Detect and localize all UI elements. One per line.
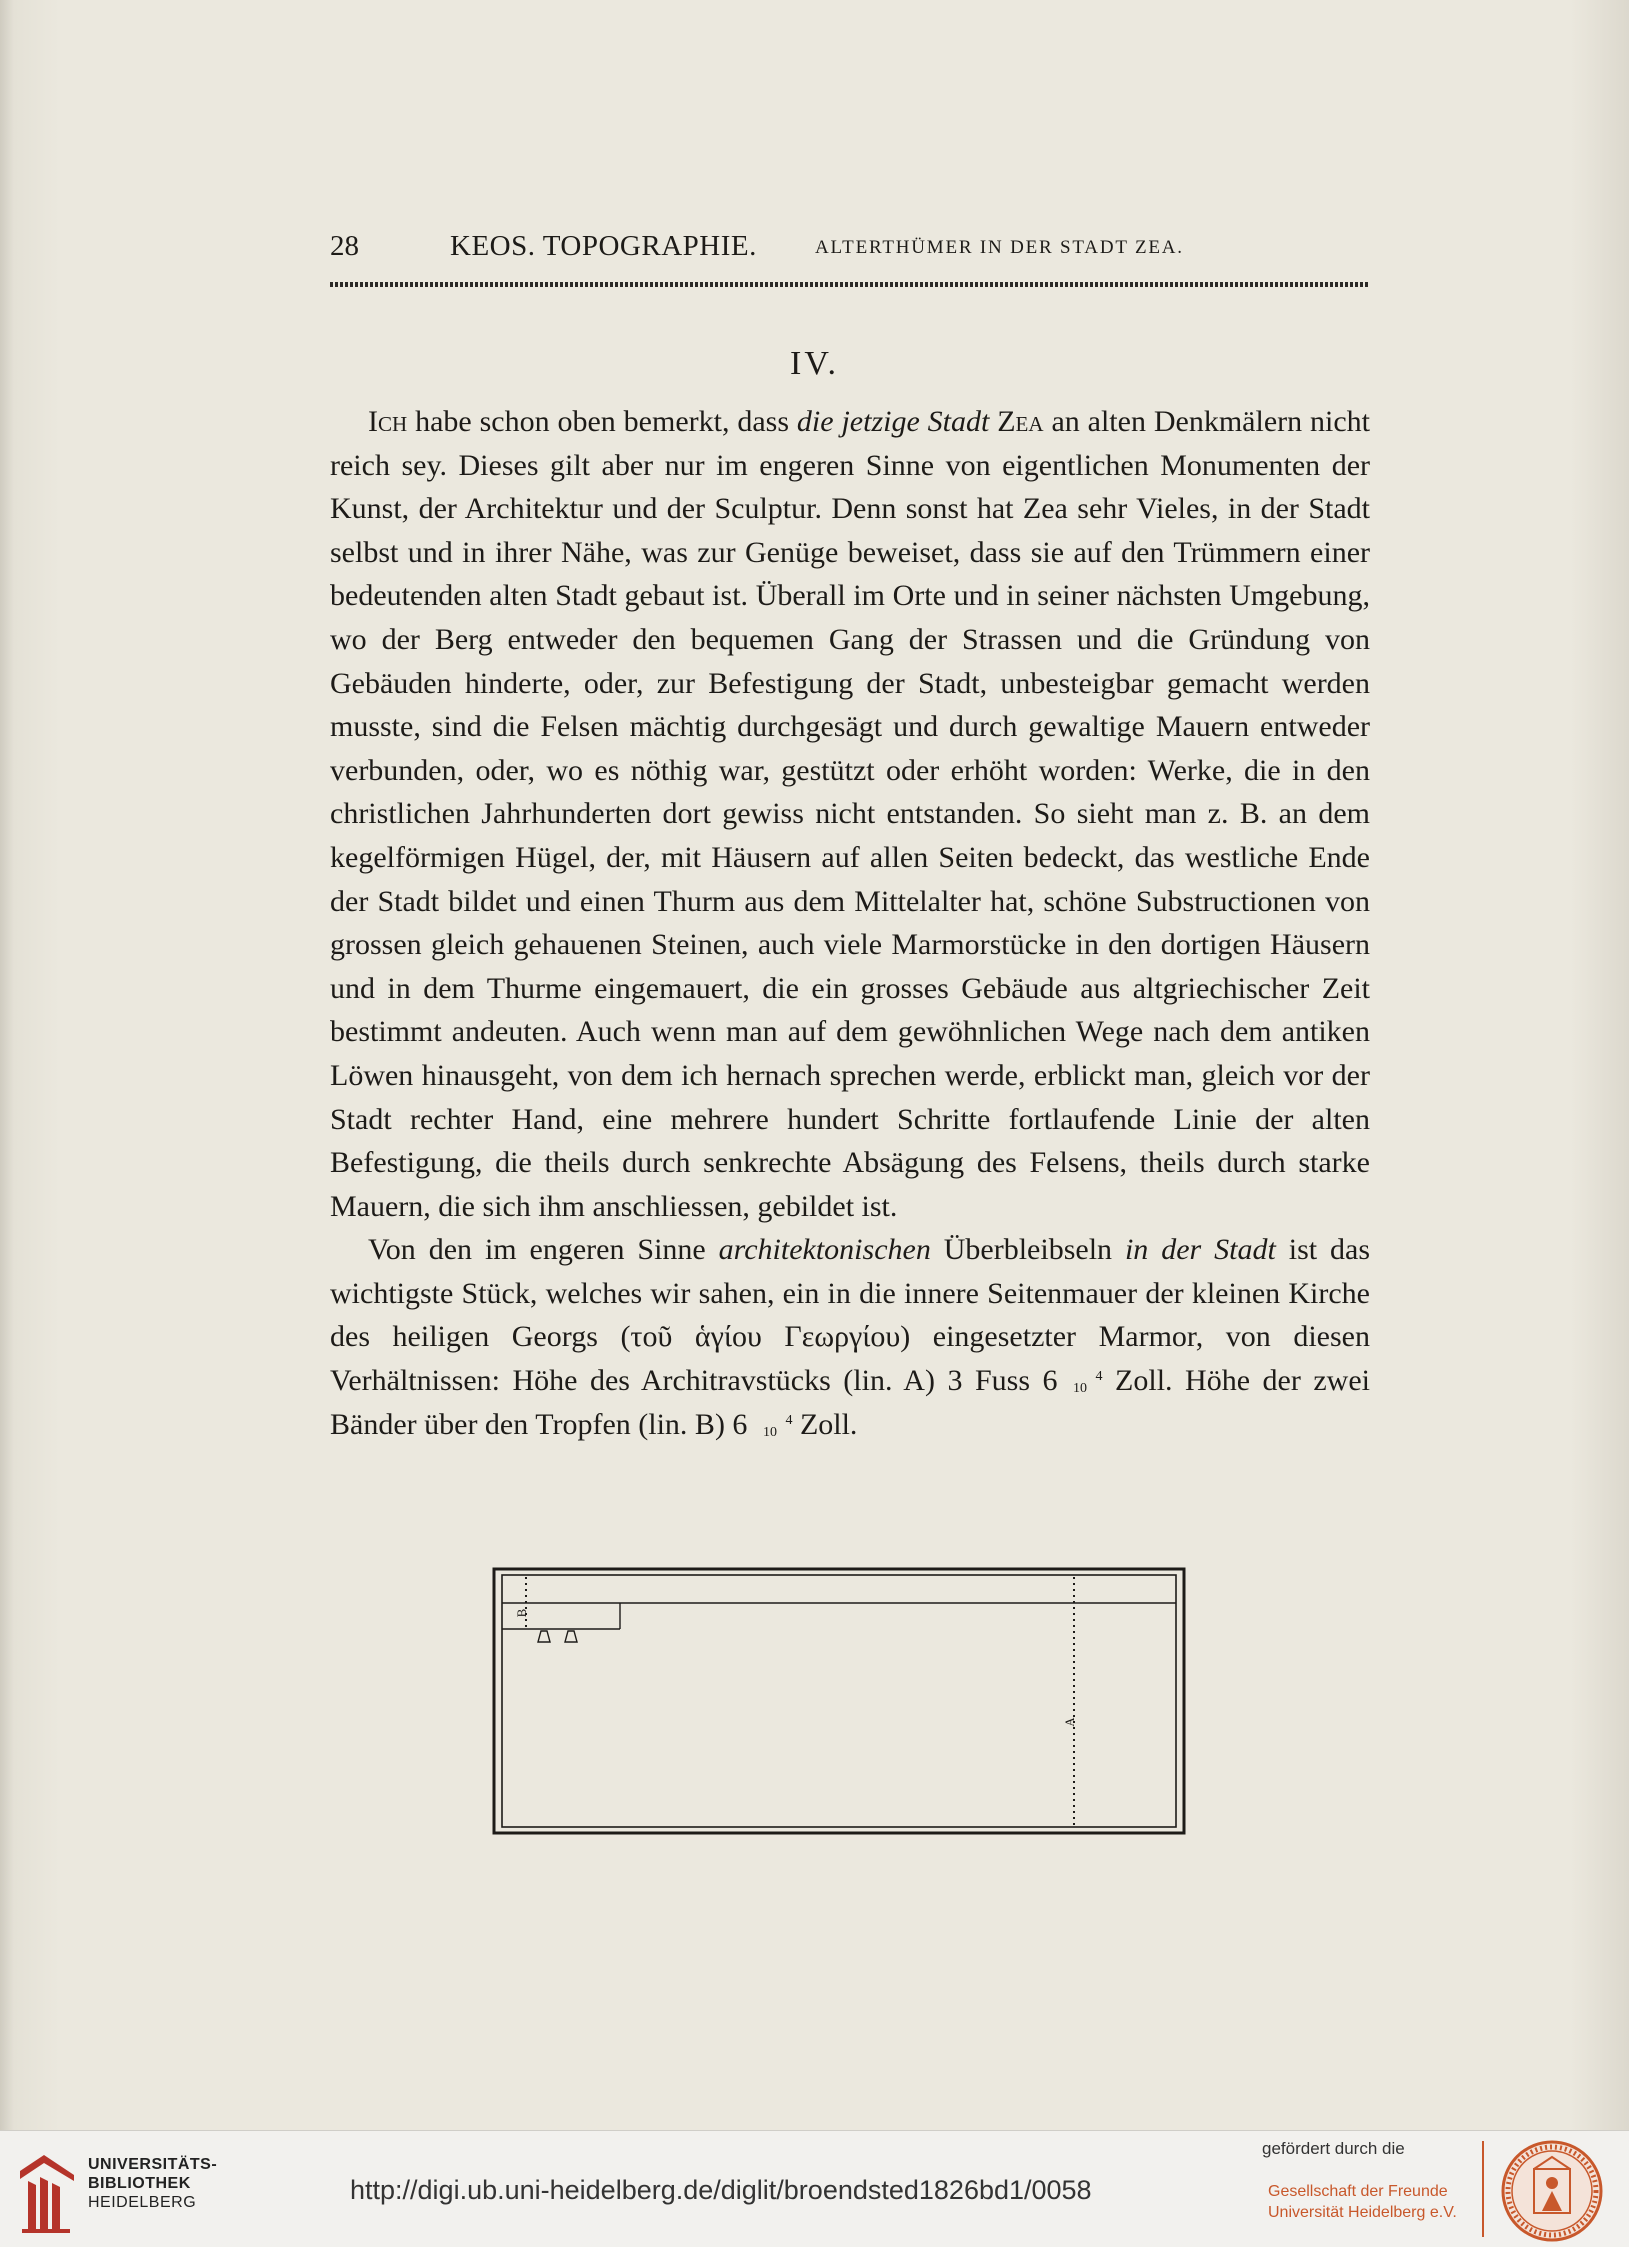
sponsor-label: gefördert durch die <box>1262 2139 1405 2158</box>
p2-italic-architektonischen: architektonischen <box>718 1233 931 1267</box>
university-seal-icon <box>1500 2139 1604 2243</box>
sponsor-name-line1: Gesellschaft der Freunde <box>1268 2183 1448 2200</box>
p1-text-a: habe schon oben bemerkt, dass <box>407 405 797 438</box>
figure-label-b: B <box>514 1608 529 1618</box>
fraction-1-num: 4 <box>1095 1369 1103 1385</box>
digitization-footer <box>0 2130 1629 2247</box>
page-number: 28 <box>330 230 359 262</box>
p1-italic-phrase: die jetzige Stadt <box>796 405 990 438</box>
figure-gutta-2 <box>565 1631 577 1642</box>
running-header <box>330 230 1370 270</box>
p1-small-caps-zea: Zea <box>997 405 1044 438</box>
header-rule <box>330 282 1370 287</box>
sponsor-name-line2: Universität Heidelberg e.V. <box>1268 2204 1457 2221</box>
paragraph-1 <box>330 400 1370 1228</box>
ub-heidelberg-logo-icon <box>14 2151 80 2237</box>
fraction-2-num: 4 <box>785 1412 793 1428</box>
figure-outer-frame <box>494 1569 1184 1833</box>
p2-text-d: Zoll. Höhe der zwei Bänder über den Tropfen (lin. B) 6 <box>330 1364 1370 1441</box>
library-name <box>88 2155 217 2212</box>
p2-text-b: Überbleibseln <box>930 1233 1125 1267</box>
library-name-line3: HEIDELBERG <box>88 2194 197 2211</box>
fraction-1 <box>1058 1371 1103 1395</box>
header-subtitle: ALTERTHÜMER IN DER STADT ZEA. <box>815 237 1184 258</box>
p1-text-b: an alten Denkmälern nicht reich sey. Dieses gilt aber nur im engeren Sinne von eigentlichen Monumenten der Kunst, der Architektur und der Sculptur. Denn sonst hat Zea sehr Vieles, in der Stadt selbst und in ihrer Nähe, was zur Genüge beweiset, dass sie auf den Trümmern einer bedeutenden alten Stadt gebaut ist. Überall im Orte und in seiner nächsten Umgebung, wo der Berg entweder den bequemen Gang der Strassen und die Gründung von Gebäuden hinderte, oder, zur Befestigung der Stadt, unbesteigbar gemacht werden musste, sind die Felsen mächtig durchgesägt und durch gewaltige Mauern entweder verbunden, oder, wo es nöthig war, gestützt oder erhöht worden: Werke, die in den christlichen Jahrhunderten dort gewiss nicht entstanden. So sieht man z. B. an dem kegelförmigen Hügel, der, mit Häusern auf allen Seiten bedeckt, das westliche Ende der Stadt bildet und einen Thurm aus dem Mittelalter hat, schöne Substructionen von grossen gleich gehauenen Steinen, auch viele Marmorstücke in den dortigen Häusern und in dem Thurme eingemauert, die ein grosses Gebäude aus altgriechischer Zeit bestimmt andeuten. Auch wenn man auf dem gewöhnlichen Wege nach dem antiken Löwen hinausgeht, von dem ich hernach sprechen werde, erblickt man, gleich vor der Stadt rechter Hand, eine mehrere hundert Schritte fortlaufende Linie der alten Befestigung, die theils durch senkrechte Absägung des Felsens, theils durch starke Mauern, die sich ihm anschliessen, gebildet ist. <box>330 405 1370 1223</box>
sponsor-divider <box>1482 2141 1484 2237</box>
body-text <box>330 400 1370 1446</box>
library-name-line2: BIBLIOTHEK <box>88 2175 191 2192</box>
p2-text-c: ist das wichtigste Stück, welches wir sahen, ein in die innere Seitenmauer der kleinen Kirche des heiligen Georgs (τοῦ ἁγίου Γεωργίου) eingesetzter Marmor, von diesen Verhältnissen: Höhe des Architravstücks (lin. A) 3 Fuss 6 <box>330 1233 1370 1398</box>
p2-italic-in-der-stadt: in der Stadt <box>1124 1233 1276 1267</box>
fraction-2-den: 10 <box>762 1424 777 1440</box>
p2-text-e: Zoll. <box>792 1407 858 1441</box>
architrave-figure <box>492 1567 1187 1837</box>
header-title: KEOS. TOPOGRAPHIE. <box>450 230 757 262</box>
section-heading: IV. <box>790 345 839 382</box>
permalink-url[interactable]: http://digi.ub.uni-heidelberg.de/diglit/broendsted1826bd1/0058 <box>350 2175 1092 2205</box>
figure-label-a: A <box>1062 1717 1077 1727</box>
fraction-1-den: 10 <box>1073 1381 1088 1397</box>
figure-inner-frame <box>502 1575 1176 1827</box>
fraction-2 <box>747 1412 793 1440</box>
figure-gutta-1 <box>538 1631 550 1642</box>
paragraph-2 <box>330 1228 1370 1446</box>
p1-initial-word: Ich <box>368 405 408 438</box>
sponsor-name <box>1268 2181 1457 2223</box>
p2-text-a: Von den im engeren Sinne <box>368 1233 719 1267</box>
library-name-line1: UNIVERSITÄTS- <box>88 2156 218 2173</box>
